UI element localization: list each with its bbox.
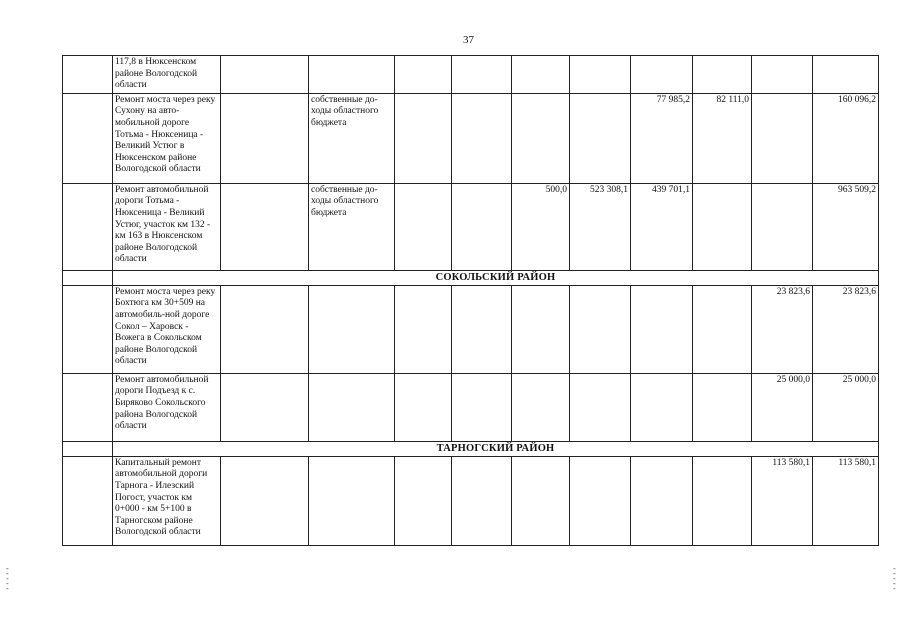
cell-object-name: Ремонт автомобильной дороги Подъезд к с. Биряково Сокольского района Вологодской области — [113, 373, 221, 441]
cell-funding-source: собственные до-ходы областного бюджета — [309, 183, 395, 270]
cell-value: 82 111,0 — [693, 93, 752, 183]
cell-funding-source — [309, 285, 395, 373]
cell-funding-source — [309, 56, 395, 94]
cell-index — [63, 183, 113, 270]
cell-total: 113 580,1 — [813, 456, 879, 545]
cell-funding-source — [309, 373, 395, 441]
cell-value — [693, 456, 752, 545]
cell-value — [693, 56, 752, 94]
cell-value — [452, 56, 512, 94]
cell-value: 23 823,6 — [752, 285, 813, 373]
section-row — [63, 270, 879, 285]
cell-index — [63, 56, 113, 94]
budget-table — [62, 55, 879, 546]
cell-value — [395, 183, 452, 270]
section-row — [63, 441, 879, 456]
cell-value — [752, 56, 813, 94]
cell-value — [395, 373, 452, 441]
cell-funding-source — [309, 456, 395, 545]
cell-value — [570, 456, 631, 545]
cell-value — [512, 456, 570, 545]
cell-blank — [221, 285, 309, 373]
cell-value: 77 985,2 — [631, 93, 693, 183]
cell-object-name: Ремонт автомобильной дороги Тотьма - Нюксеница - Великий Устюг, участок км 132 - км 163 в Нюксенском районе Вологодской области — [113, 183, 221, 270]
cell-value — [631, 285, 693, 373]
cell-total: 25 000,0 — [813, 373, 879, 441]
cell-value — [631, 373, 693, 441]
cell-object-name: Ремонт моста через реку Бохтюга км 30+509 на автомобиль-ной дороге Сокол – Харовск - Вожега в Сокольском районе Вологодской области — [113, 285, 221, 373]
cell-value: 113 580,1 — [752, 456, 813, 545]
cell-value — [631, 456, 693, 545]
cell-value — [752, 183, 813, 270]
table-row — [63, 285, 879, 373]
cell-index — [63, 93, 113, 183]
cell-value — [395, 93, 452, 183]
margin-mark-right: - - - - - — [893, 564, 896, 593]
cell-total: 23 823,6 — [813, 285, 879, 373]
cell-blank — [221, 456, 309, 545]
cell-value — [452, 183, 512, 270]
cell-value — [512, 373, 570, 441]
cell-value — [570, 373, 631, 441]
table-row — [63, 183, 879, 270]
page-number: 37 — [463, 34, 474, 46]
margin-mark-left: - - - - - — [6, 564, 9, 593]
cell-value — [693, 183, 752, 270]
section-heading-sokol: СОКОЛЬСКИЙ РАЙОН — [113, 270, 879, 285]
cell-index — [63, 285, 113, 373]
cell-value — [452, 373, 512, 441]
cell-object-name: 117,8 в Нюксенском районе Вологодской области — [113, 56, 221, 94]
cell-value — [512, 285, 570, 373]
table-row — [63, 93, 879, 183]
cell-value — [631, 56, 693, 94]
cell-value — [512, 93, 570, 183]
cell-total: 963 509,2 — [813, 183, 879, 270]
cell-index — [63, 456, 113, 545]
table-row — [63, 456, 879, 545]
cell-index — [63, 270, 113, 285]
cell-value — [452, 285, 512, 373]
cell-value — [452, 456, 512, 545]
cell-value — [570, 93, 631, 183]
cell-value: 523 308,1 — [570, 183, 631, 270]
cell-value — [570, 56, 631, 94]
cell-total: 160 096,2 — [813, 93, 879, 183]
cell-value — [752, 93, 813, 183]
cell-index — [63, 441, 113, 456]
cell-value — [395, 285, 452, 373]
cell-value — [395, 56, 452, 94]
cell-value: 25 000,0 — [752, 373, 813, 441]
cell-object-name: Капитальный ремонт автомобильной дороги Тарнога - Илезский Погост, участок км 0+000 - км 5+100 в Тарногском районе Вологодской области — [113, 456, 221, 545]
cell-value — [512, 56, 570, 94]
section-heading-tarnoga: ТАРНОГСКИЙ РАЙОН — [113, 441, 879, 456]
table-row — [63, 56, 879, 94]
cell-value: 439 701,1 — [631, 183, 693, 270]
cell-blank — [221, 373, 309, 441]
cell-value — [693, 373, 752, 441]
cell-value — [693, 285, 752, 373]
cell-value — [395, 456, 452, 545]
cell-index — [63, 373, 113, 441]
cell-blank — [221, 56, 309, 94]
cell-total — [813, 56, 879, 94]
cell-object-name: Ремонт моста через реку Сухону на авто-мобильной дороге Тотьма - Нюксеница - Великий Устюг в Нюксенском районе Вологодской области — [113, 93, 221, 183]
cell-value: 500,0 — [512, 183, 570, 270]
table-row — [63, 373, 879, 441]
cell-value — [570, 285, 631, 373]
cell-funding-source: собственные до-ходы областного бюджета — [309, 93, 395, 183]
cell-blank — [221, 183, 309, 270]
cell-blank — [221, 93, 309, 183]
cell-value — [452, 93, 512, 183]
